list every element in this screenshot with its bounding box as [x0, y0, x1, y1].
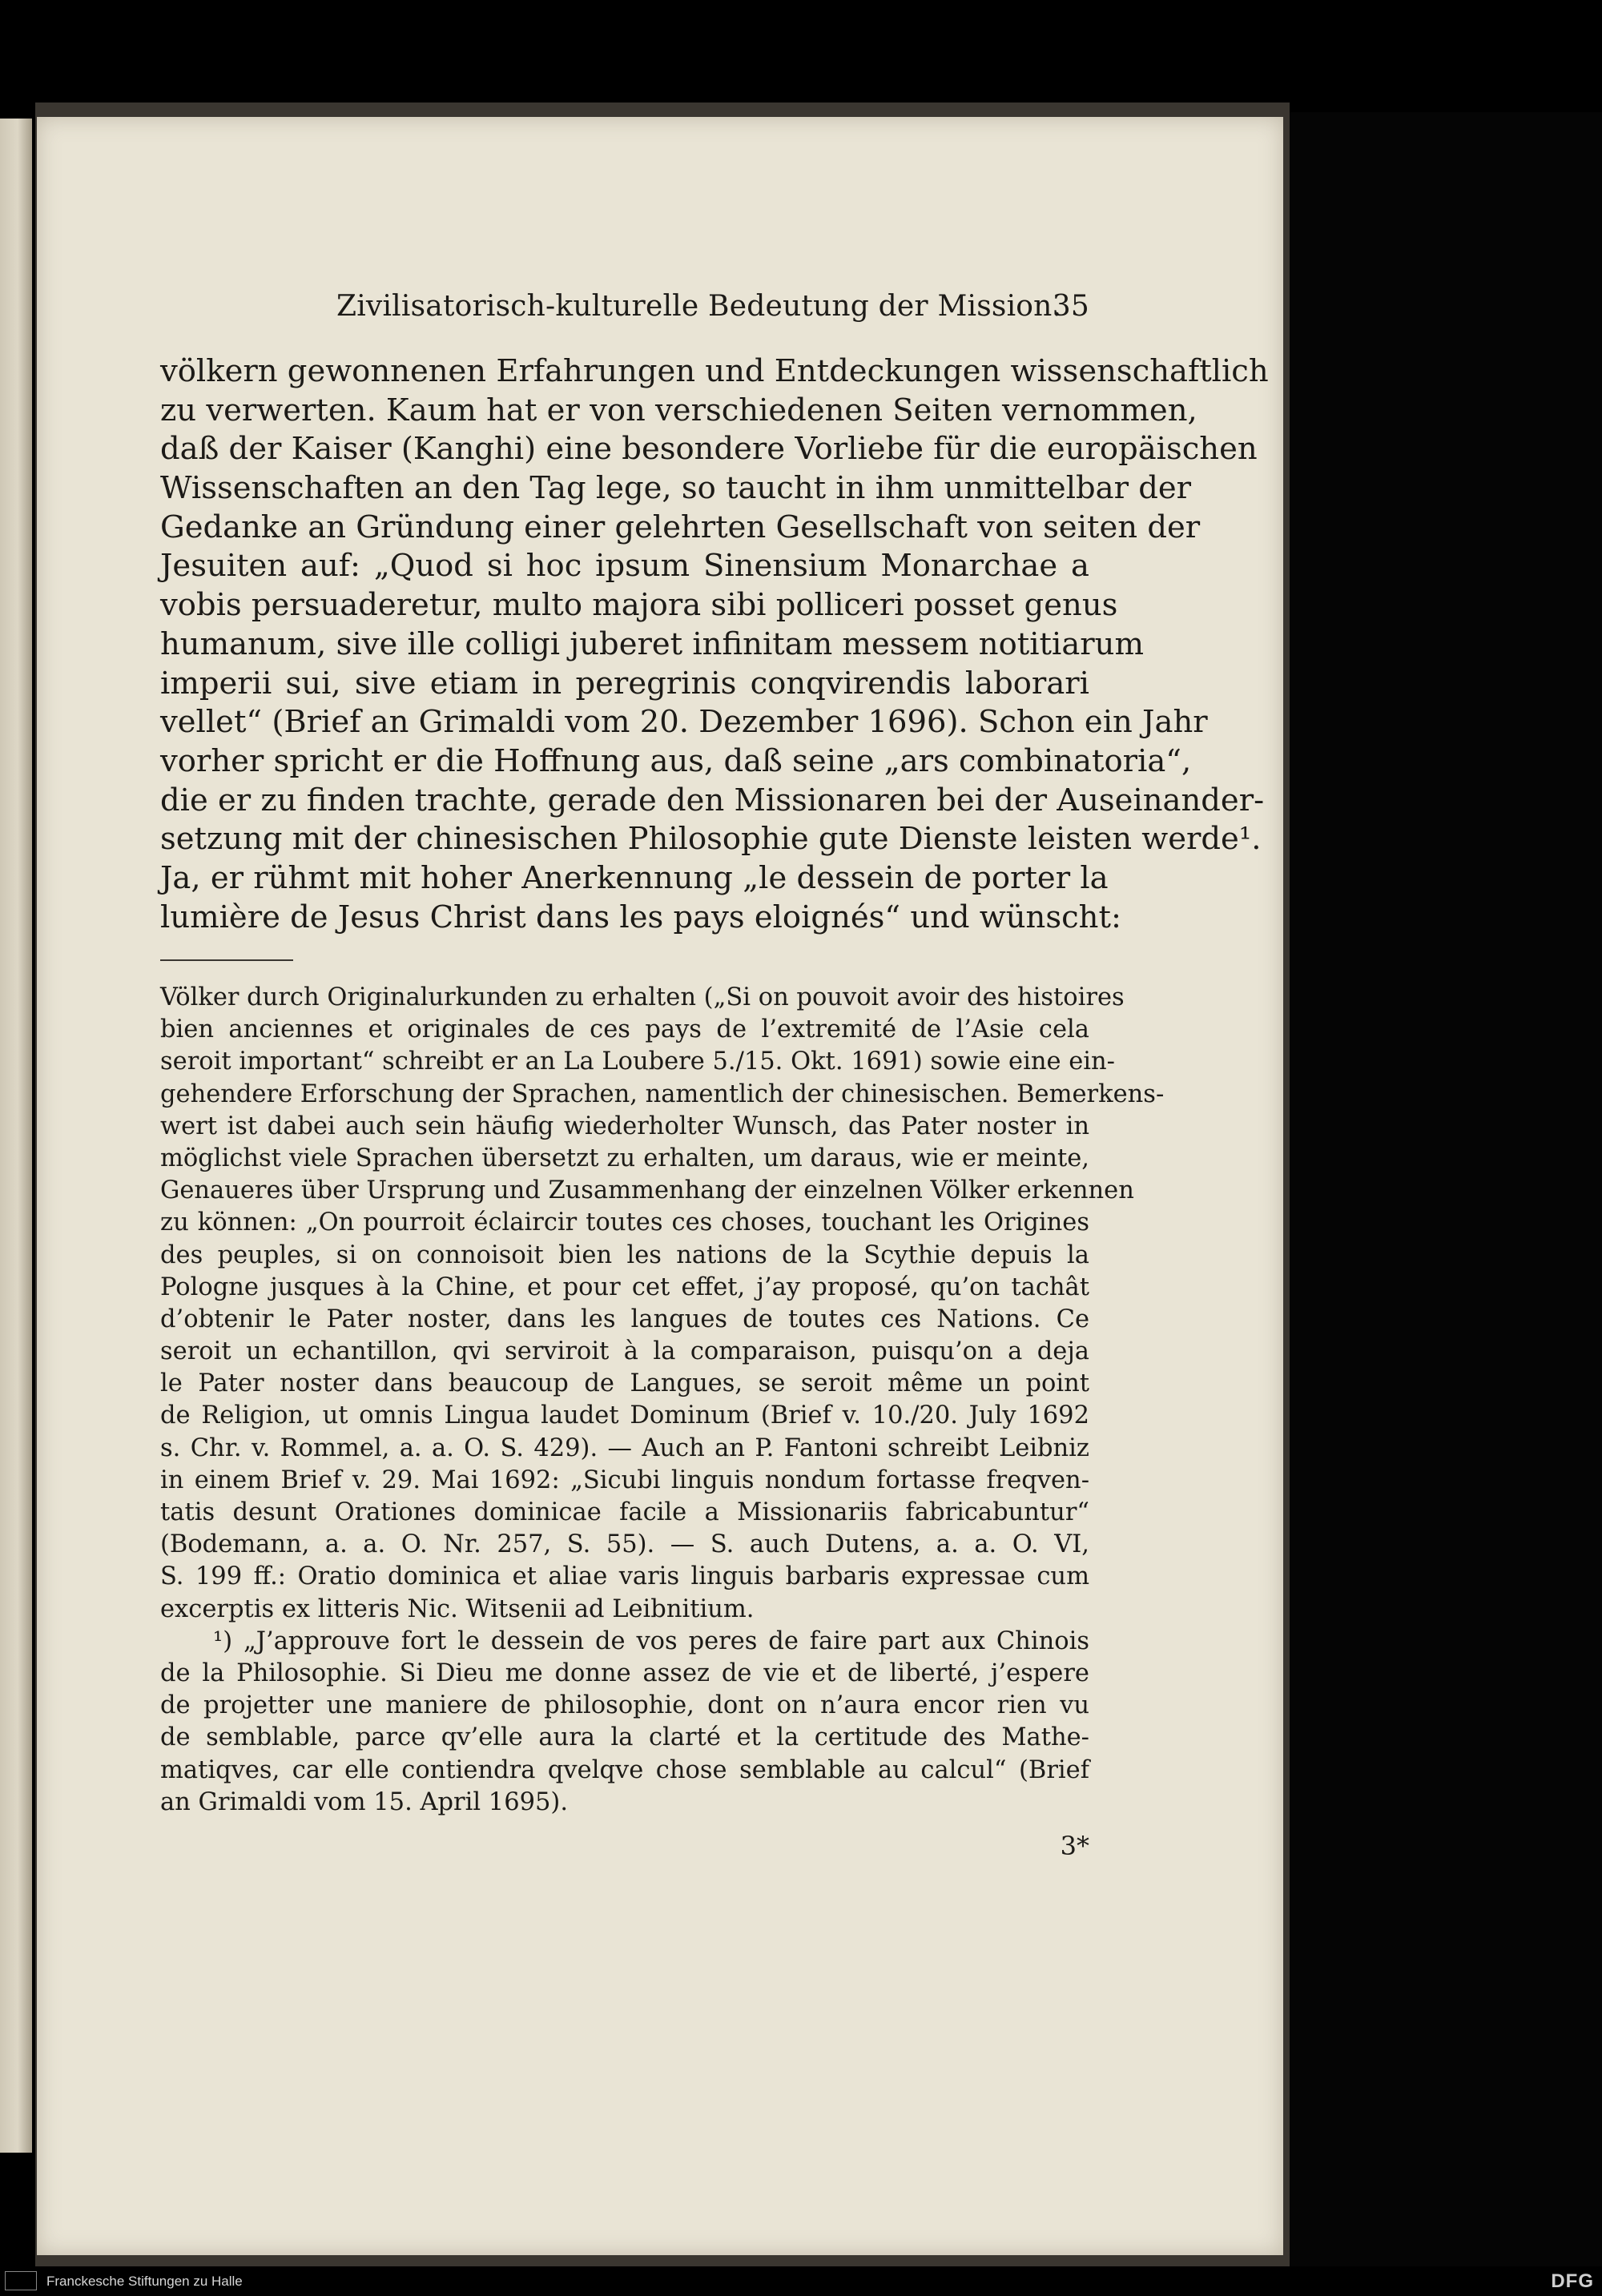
running-head	[336, 290, 1089, 327]
institution-name: Franckesche Stiftungen zu Halle	[46, 2274, 243, 2289]
footnote-line: zu können: „On pourroit éclaircir toutes ces choses, touchant les Origines	[160, 1208, 1089, 1237]
footnote-line: de projetter une maniere de philosophie, dont on n’aura encor rien vu	[160, 1691, 1089, 1720]
footnote-line: in einem Brief v. 29. Mai 1692: „Sicubi linguis nondum fortasse freqven-	[160, 1466, 1089, 1494]
signature-mark: 3*	[1060, 1831, 1089, 1861]
footnote-line: bien anciennes et originales de ces pays de l’extremité de l’Asie cela	[160, 1015, 1089, 1044]
footnote-line: wert ist dabei auch sein häufig wiederholter Wunsch, das Pater noster in	[160, 1112, 1089, 1140]
footnote-line: excerptis ex litteris Nic. Witsenii ad Leibnitium.	[160, 1594, 755, 1623]
body-line: die er zu finden trachte, gerade den Missionaren bei der Auseinander-	[160, 782, 1265, 818]
footnote-line: de Religion, ut omnis Lingua laudet Dominum (Brief v. 10./20. July 1692	[160, 1401, 1089, 1430]
footnote-line: seroit important“ schreibt er an La Loubere 5./15. Okt. 1691) sowie eine ein-	[160, 1047, 1115, 1076]
footnote-line: S. 199 ff.: Oratio dominica et aliae varis linguis barbaris expressae cum	[160, 1562, 1089, 1591]
dfg-logo: DFG	[1551, 2270, 1594, 2292]
body-line: lumière de Jesus Christ dans les pays eloignés“ und wünscht:	[160, 899, 1121, 935]
body-line: vobis persuaderetur, multo majora sibi polliceri posset genus	[160, 587, 1118, 624]
body-line: zu verwerten. Kaum hat er von verschiedenen Seiten vernommen,	[160, 392, 1197, 428]
footnote-line: seroit un echantillon, qvi serviroit à la comparaison, puisqu’on a deja	[160, 1337, 1089, 1366]
page-number: 35	[1052, 290, 1089, 323]
footnote-line: des peuples, si on connoisoit bien les nations de la Scythie depuis la	[160, 1240, 1089, 1269]
institution-logo-icon	[5, 2271, 37, 2290]
footnote-line: (Bodemann, a. a. O. Nr. 257, S. 55). — S. auch Dutens, a. a. O. VI,	[160, 1530, 1089, 1559]
body-line: vorher spricht er die Hoffnung aus, daß seine „ars combinatoria“,	[160, 742, 1192, 779]
viewer-footer	[0, 2266, 1602, 2296]
body-line: völkern gewonnenen Erfahrungen und Entdeckungen wissenschaftlich	[160, 353, 1269, 389]
body-line: humanum, sive ille colligi juberet infinitam messem notitiarum	[160, 625, 1144, 662]
footnote-line: tatis desunt Orationes dominicae facile a Missionariis fabricabuntur“	[160, 1498, 1089, 1526]
body-line: daß der Kaiser (Kanghi) eine besondere Vorliebe für die europäischen	[160, 431, 1258, 468]
body-line: Wissenschaften an den Tag lege, so taucht in ihm unmittelbar der	[160, 470, 1192, 507]
footnote-line: an Grimaldi vom 15. April 1695).	[160, 1787, 569, 1816]
footnote-line: le Pater noster dans beaucoup de Langues, se seroit même un point	[160, 1369, 1089, 1398]
body-line: imperii sui, sive etiam in peregrinis conqvirendis laborari	[160, 665, 1089, 702]
footnote-line: s. Chr. v. Rommel, a. a. O. S. 429). — Auch an P. Fantoni schreibt Leibniz	[160, 1433, 1089, 1462]
footnotes	[160, 982, 1165, 1819]
footnote-line: Völker durch Originalurkunden zu erhalten („Si on pouvoit avoir des histoires	[160, 983, 1125, 1011]
body-text	[160, 352, 1269, 937]
footnote-line: möglichst viele Sprachen übersetzt zu erhalten, um daraus, wie er meinte,	[160, 1144, 1089, 1172]
footnote-line: Genaueres über Ursprung und Zusammenhang der einzelnen Völker erkennen	[160, 1176, 1134, 1205]
footnote-line: de la Philosophie. Si Dieu me donne assez de vie et de liberté, j’espere	[160, 1659, 1089, 1687]
footnote-line: gehendere Erforschung der Sprachen, namentlich der chinesischen. Bemerkens-	[160, 1080, 1165, 1108]
body-line: vellet“ (Brief an Grimaldi vom 20. Dezember 1696). Schon ein Jahr	[160, 704, 1208, 741]
footnote-separator	[160, 959, 293, 961]
footnote-line: Pologne jusques à la Chine, et pour cet effet, j’ay proposé, qu’on tachât	[160, 1273, 1089, 1301]
facing-page-edge	[0, 119, 32, 2153]
footnote-line: d’obtenir le Pater noster, dans les langues de toutes ces Nations. Ce	[160, 1305, 1089, 1333]
body-line: Gedanke an Gründung einer gelehrten Gesellschaft von seiten der	[160, 509, 1201, 545]
scan-background	[1290, 112, 1602, 2296]
footnote-line: de semblable, parce qv’elle aura la clarté et la certitude des Mathe-	[160, 1723, 1089, 1752]
running-head-title: Zivilisatorisch-kulturelle Bedeutung der Mission.	[336, 290, 1062, 323]
footnote-line: matiqves, car elle contiendra qvelqve chose semblable au calcul“ (Brief	[160, 1755, 1089, 1784]
body-line: setzung mit der chinesischen Philosophie gute Dienste leisten werde¹.	[160, 821, 1262, 858]
body-line: Jesuiten auf: „Quod si hoc ipsum Sinensium Monarchae a	[160, 548, 1089, 585]
body-line: Ja, er rühmt mit hoher Anerkennung „le dessein de porter la	[160, 859, 1109, 896]
footnote-1-start: ¹) „J’approuve fort le dessein de vos peres de faire part aux Chinois	[213, 1627, 1089, 1655]
